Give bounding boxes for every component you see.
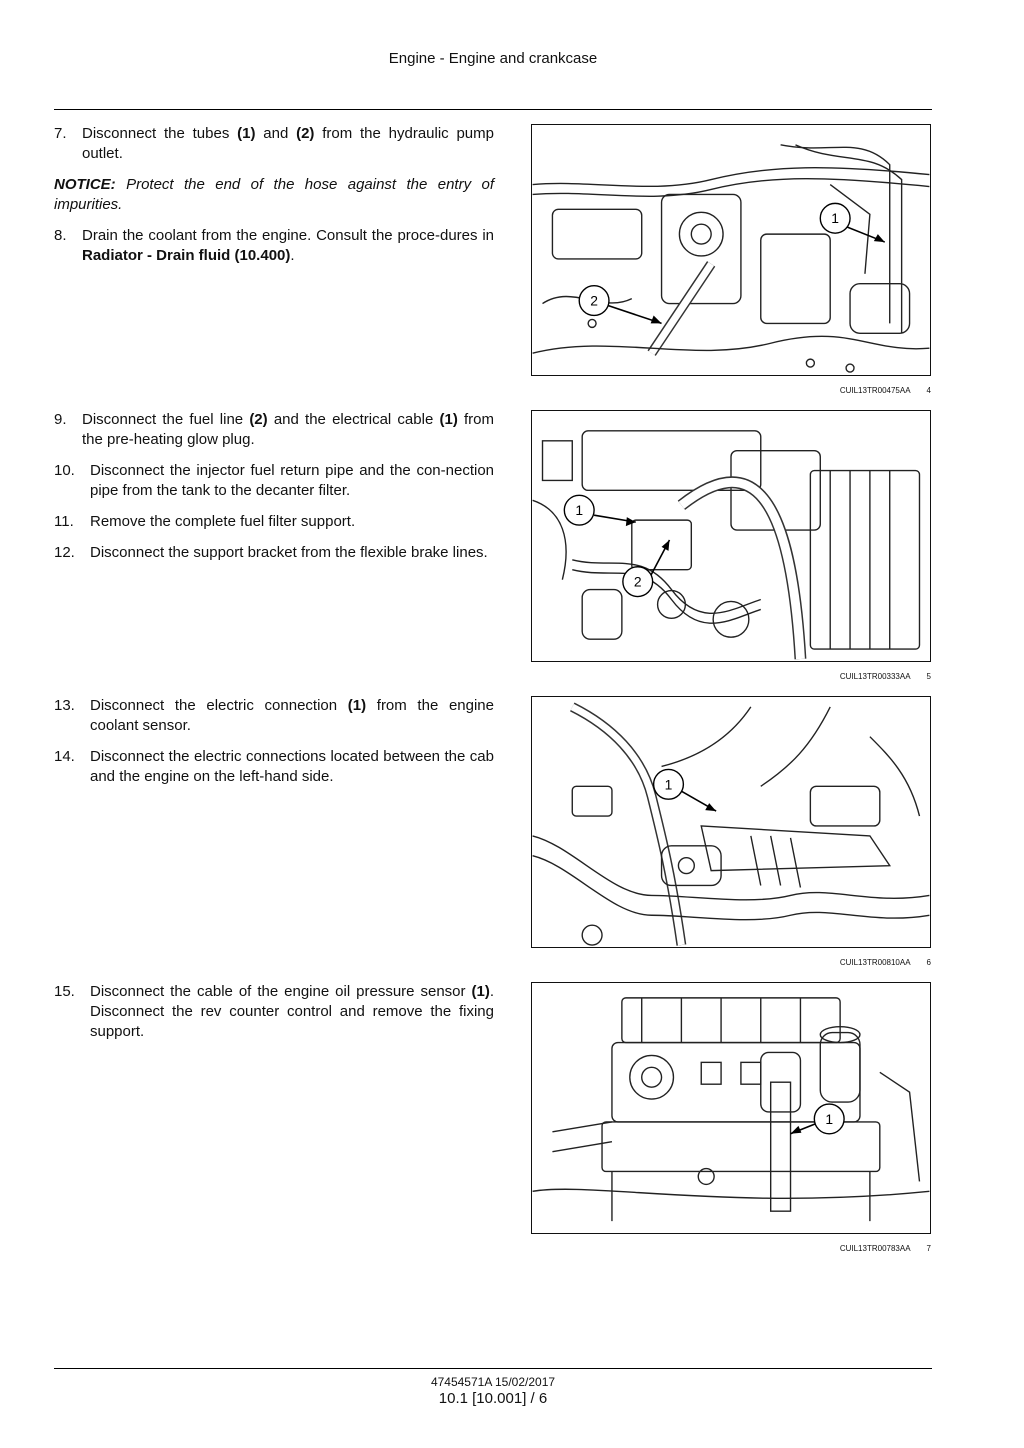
header-divider: [54, 109, 932, 110]
figure-caption: CUIL13TR00810AA 6: [839, 958, 931, 967]
figure-coolant-sensor: [531, 696, 931, 948]
svg-text:1: 1: [831, 210, 840, 227]
step-15: 15. Disconnect the cable of the engine oil pressure sensor (1). Disconnect the rev counter control and remove the fixing support.: [54, 983, 494, 1040]
figure-glow-plug: [531, 410, 931, 662]
figure-hydraulic-pump: [531, 124, 931, 376]
step-10: 10. Disconnect the injector fuel return pipe and the con-nection pipe from the tank to the decanter filter.: [54, 462, 494, 499]
svg-text:1: 1: [575, 502, 584, 519]
step-14: 14. Disconnect the electric connections located between the cab and the engine on the left-hand side.: [54, 748, 494, 785]
step-7: 7. Disconnect the tubes (1) and (2) from the hydraulic pump outlet.: [54, 125, 494, 162]
instruction-text: [54, 124, 494, 277]
instruction-text: [54, 982, 494, 1053]
document-id: 47454571A 15/02/2017: [430, 1375, 556, 1389]
step-12: 12. Disconnect the support bracket from the flexible brake lines.: [54, 544, 488, 561]
svg-text:1: 1: [664, 776, 673, 793]
figure-caption: CUIL13TR00333AA 5: [839, 672, 931, 681]
engine-illustration: [532, 411, 930, 661]
svg-text:1: 1: [825, 1110, 834, 1127]
step-9: 9. Disconnect the fuel line (2) and the electrical cable (1) from the pre-heating glow plug.: [54, 411, 495, 448]
figure-caption: CUIL13TR00783AA 7: [839, 1244, 931, 1253]
notice: NOTICE: Protect the end of the hose against the entry of impurities.: [54, 176, 494, 213]
cross-reference-link[interactable]: Radiator - Drain fluid (10.400): [82, 247, 291, 264]
svg-text:2: 2: [633, 573, 642, 590]
step-8: 8. Drain the coolant from the engine. Consult the proce-dures in Radiator - Drain fluid (10.400).: [54, 227, 494, 264]
engine-illustration: [532, 697, 930, 947]
figure-oil-pressure-sensor: [531, 982, 931, 1234]
page-number: 10.1 [10.001] / 6: [438, 1390, 548, 1407]
step-11: 11. Remove the complete fuel filter support.: [54, 513, 356, 530]
svg-text:2: 2: [590, 292, 598, 309]
instruction-text: [54, 410, 494, 574]
engine-illustration: [532, 125, 930, 375]
step-13: 13. Disconnect the electric connection (1) from the engine coolant sensor.: [54, 697, 494, 734]
instruction-text: [54, 696, 494, 798]
page-header: Engine - Engine and crankcase: [388, 50, 598, 67]
figure-caption: CUIL13TR00475AA 4: [839, 386, 931, 395]
engine-illustration: [532, 983, 930, 1233]
footer-divider: [54, 1368, 932, 1369]
